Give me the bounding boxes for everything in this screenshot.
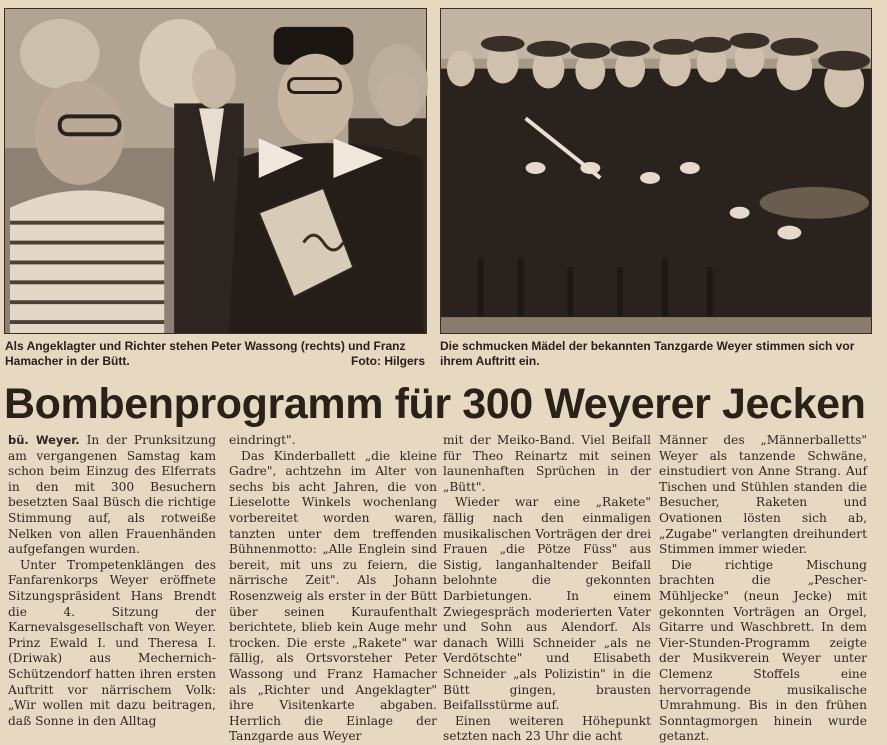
article-column-2 bbox=[229, 433, 437, 744]
paragraph: Unter Trompetenklängen des Fanfarenkorps Weyer eröffnete Sitzungspräsident Hans Brendt die 4. Sitzung der Karnevalsgesellschaft von Weyer. Prinz Ewald I. und Theresa I. (Driwak) aus Mechernich-Schützendorf hatten ihren ersten Auftritt vor närrischem Volk: „Wir wollen mit dazu beitragen, daß Sonne in den Alltag bbox=[8, 557, 216, 728]
article-headline: Bombenprogramm für 300 Weyerer Jecken bbox=[4, 380, 866, 428]
photo-credit: Foto: Hilgers bbox=[351, 354, 425, 368]
paragraph: In der Prunksitzung am vergangenen Samstag kam schon beim Einzug des Elferrats in den mit 300 Besuchern besetzten Saal Büsch die richtige Stimmung auf, als rotweiße Nelken von allen Frauenhänden aufgefangen wurden. bbox=[8, 433, 217, 557]
article-column-4 bbox=[659, 433, 867, 744]
paragraph: Die richtige Mischung brachten die „Pescher-Mühljecke" (neun Jecke) mit gekonnten Vorträgen an Orgel, Gitarre und Waschbrett. In dem Vier-Stunden-Programm zeigte der Musikverein Weyer unter Clemenz Stoffels eine hervorragende musikalische Umrahmung. Bis in den frühen Sonntagmorgen hinein wurde getanzt. bbox=[659, 557, 867, 744]
photo-tanzgarde bbox=[440, 8, 872, 334]
paragraph: Wieder war eine „Rakete" fällig nach den einmaligen musikalischen Vorträgen der drei Frauen „die Pötze Füss" aus Sistig, langanhaltender Beifall belohnte die gekonnten Darbietungen. In einem Zwiegespräch moderierten Vater und Sohn aus Alendorf. Als danach Willi Schneider „als ne Verdötschte" und Elisabeth Schneider „als Polizistin" in die Bütt gingen, brausten Beifallsstürme auf. bbox=[443, 495, 651, 713]
caption-text: Als Angeklagter und Richter stehen Peter Wassong (rechts) und Franz Hamacher in der Bütt. bbox=[5, 339, 406, 368]
paragraph: mit der Meiko-Band. Viel Beifall für Theo Reinartz mit seinen launenhaften Sprüchen in der „Bütt". bbox=[443, 433, 651, 494]
photo-caption-right: Die schmucken Mädel der bekannten Tanzgarde Weyer stimmen sich vor ihrem Auftritt ein. bbox=[440, 339, 855, 368]
photo-caption-left bbox=[5, 339, 425, 369]
byline: bü. Weyer. bbox=[8, 433, 80, 447]
paragraph: Einen weiteren Höhepunkt setzten nach 23 Uhr die acht bbox=[443, 713, 651, 744]
photo-judge-and-defendant bbox=[4, 8, 427, 334]
article-column-3 bbox=[443, 433, 651, 744]
article-column-1 bbox=[8, 433, 217, 728]
paragraph: Das Kinderballett „die kleine Gadre", achtzehn im Alter von sechs bis acht Jahren, die von Lieselotte Winkels wochenlang vorbereitet worden waren, tanzten unter dem treffenden Bühnenmotto: „Alle Englein sind bereit, mit uns zu feiern, die närrische Zeit". Als Johann Rosenzweig als erster in der Bütt über seinen Kuraufenthalt berichtete, blieb kein Auge mehr trocken. Die erste „Rakete" war fällig, als Ortsvorsteher Peter Wassong und Franz Hamacher als „Richter und Angeklagter" ihre Visitenkarte abgaben. Herrlich die Einlage der Tanzgarde aus Weyer bbox=[229, 448, 437, 744]
paragraph: Männer des „Männerballetts" Weyer als tanzende Schwäne, einstudiert von Anne Strang. Auf Tischen und Stühlen standen die Besucher, Raketen und Ovationen lösten sich ab, „Zugabe" verlangten dreihundert Stimmen immer wieder. bbox=[659, 433, 867, 557]
paragraph: eindringt". bbox=[229, 433, 296, 447]
